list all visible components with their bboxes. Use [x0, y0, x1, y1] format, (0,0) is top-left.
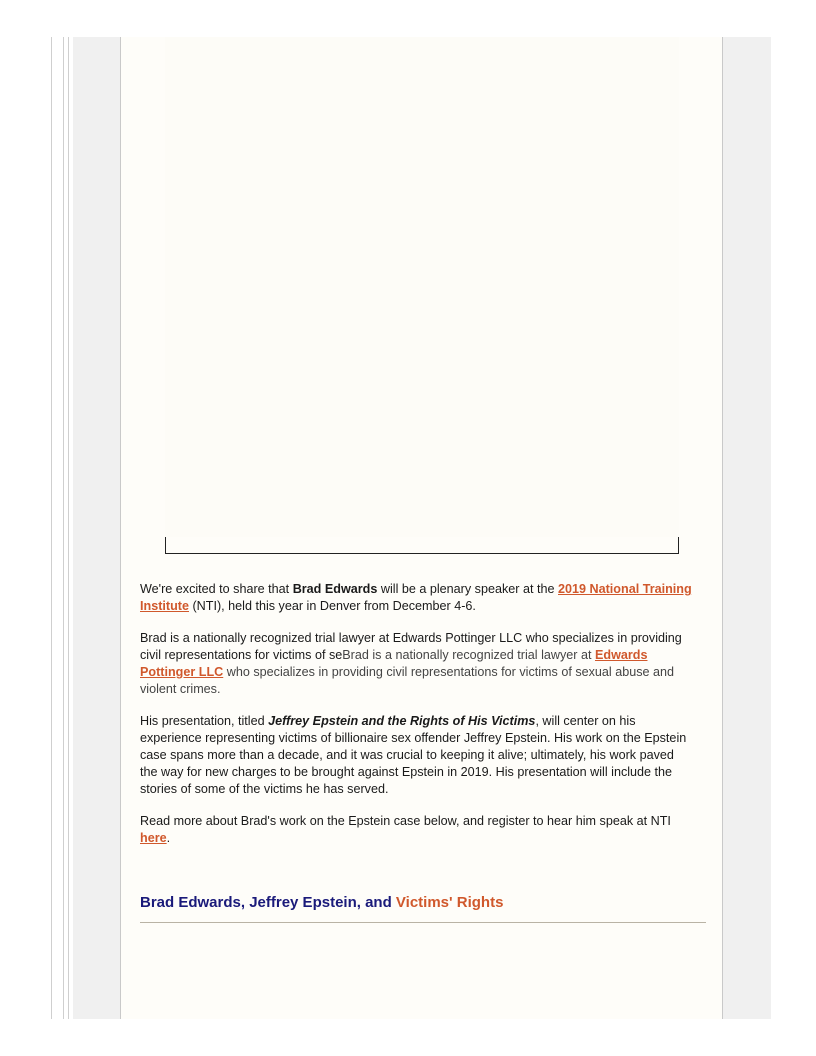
- presentation-title: Jeffrey Epstein and the Rights of His Victims: [268, 714, 536, 728]
- article-body: [140, 581, 692, 862]
- intro-paragraph: We're excited to share that Brad Edwards will be a plenary speaker at the 2019 National Training Institute (NTI), held this year in Denver from December 4-6.: [140, 582, 692, 613]
- right-side-panel: [722, 37, 771, 1019]
- register-here-link[interactable]: here: [140, 831, 167, 845]
- bio-paragraph: Brad is a nationally recognized trial lawyer at Edwards Pottinger LLC who specializes in providing civil representations for victims of seBrad is a nationally recognized trial lawyer at Edwards Pottinger LLC who specializes in providing civil representations for victims of sexual abuse and violent crimes.: [140, 631, 682, 696]
- speaker-name: Brad Edwards: [292, 582, 378, 596]
- hero-image-placeholder: [165, 37, 679, 537]
- margin-rule-2: [63, 37, 64, 1019]
- margin-rule-1: [51, 37, 52, 1019]
- edwards-pottinger-link[interactable]: Edwards Pottinger LLC: [140, 648, 648, 679]
- section-divider: [140, 922, 706, 923]
- section-heading: Brad Edwards, Jeffrey Epstein, and Victims' Rights: [140, 894, 504, 911]
- nti-link[interactable]: 2019 National Training Institute: [140, 582, 692, 613]
- image-frame-bottom: [165, 537, 679, 554]
- presentation-paragraph: His presentation, titled Jeffrey Epstein and the Rights of His Victims, will center on his experience representing victims of billionaire sex offender Jeffrey Epstein. His work on the Epstein case spans more than a decade, and it was crucial to keeping it alive; ultimately, his work paved the way for new charges to be brought against Epstein in 2019. His presentation will include the stories of some of the victims he has served.: [140, 714, 687, 796]
- left-side-panel: [73, 37, 120, 1019]
- register-paragraph: Read more about Brad's work on the Epstein case below, and register to hear him speak at NTI here.: [140, 814, 671, 845]
- margin-rule-3: [68, 37, 69, 1019]
